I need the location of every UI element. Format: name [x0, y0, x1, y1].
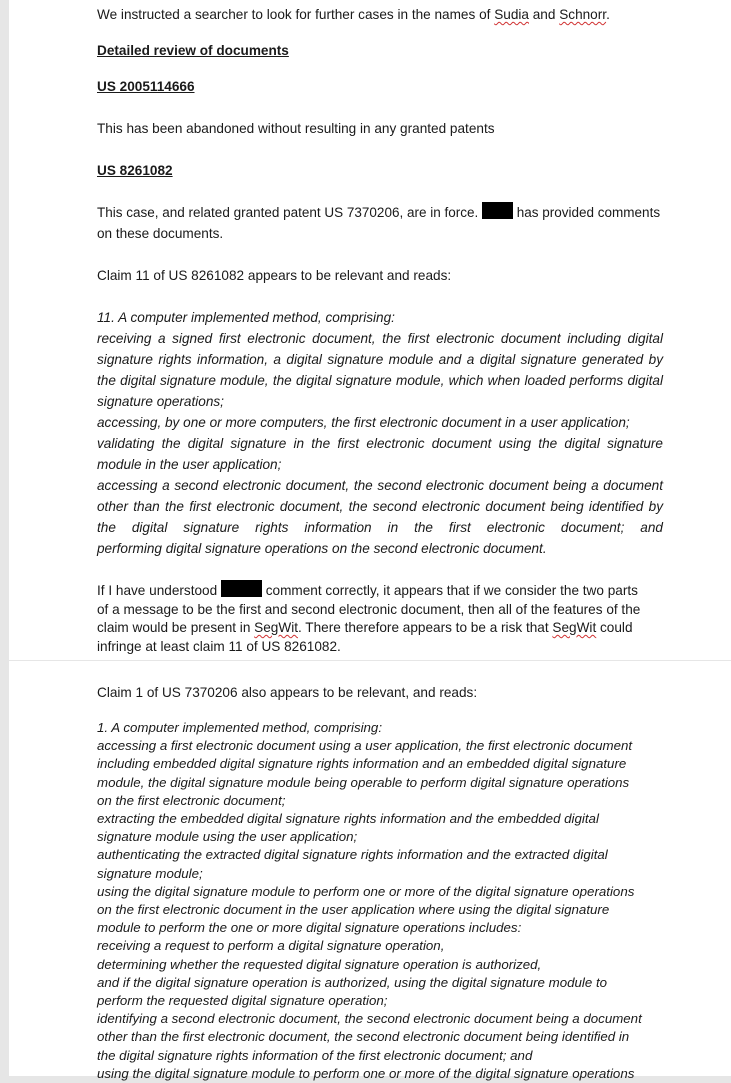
analysis-line-3: claim would be present in SegWit. There therefore appears to be a risk that SegWit could	[97, 620, 633, 635]
claim-line: including embedded digital signature rights information and an embedded digital signature	[97, 756, 627, 772]
claim-line: other than the first electronic document, the second electronic document being identified by	[97, 499, 663, 514]
analysis-line-2: of a message to be the first and second electronic document, then all of the features of the	[97, 601, 641, 617]
claim-line: performing digital signature operations on the second electronic document.	[97, 541, 547, 556]
claim-line: accessing a second electronic document, the second electronic document being a document	[97, 478, 663, 493]
review-heading: Detailed review of documents	[97, 43, 289, 58]
claim-line: perform the requested digital signature operation;	[97, 993, 388, 1009]
case-2-line-2: on these documents.	[97, 226, 224, 241]
claim-line: module in the user application;	[97, 457, 282, 472]
claim-line: on the first electronic document;	[97, 792, 286, 808]
claim-line: using the digital signature module to perform one or more of the digital signature operations	[97, 1065, 635, 1081]
claim-line: module to perform the one or more digital signature operations includes:	[97, 920, 522, 936]
term-segwit: SegWit	[552, 620, 597, 635]
claim-line: the digital signature module, the digital signature module, which when loaded performs digital	[97, 373, 663, 388]
claim-line: determining whether the requested digital signature operation is authorized,	[97, 956, 542, 972]
claim-line: the digital signature rights information of the first electronic document; and	[97, 1047, 533, 1063]
claim-line: 1. A computer implemented method, comprising:	[97, 720, 383, 735]
claim-11-text	[97, 307, 663, 559]
claim-line: extracting the embedded digital signature rights information and the embedded digital	[97, 811, 599, 827]
analysis-paragraph	[97, 580, 663, 656]
redaction-box	[482, 202, 513, 219]
claim-1-intro: Claim 1 of US 7370206 also appears to be relevant, and reads:	[97, 685, 478, 700]
case-2-paragraph	[97, 202, 663, 244]
analysis-line-4: infringe at least claim 11 of US 8261082.	[97, 638, 341, 654]
name-schnorr: Schnorr	[559, 7, 607, 22]
case-1-status: This has been abandoned without resulting in any granted patents	[97, 121, 495, 136]
claim-1-text	[97, 719, 663, 1083]
claim-line: receiving a signed first electronic document, the first electronic document including digital	[97, 331, 663, 346]
claim-line: receiving a request to perform a digital signature operation,	[97, 938, 445, 954]
case-number-1: US 2005114666	[97, 79, 195, 94]
case-number-2: US 8261082	[97, 163, 173, 178]
claim-line: module, the digital signature module being operable to perform digital signature operations	[97, 774, 630, 790]
document-page-1	[9, 0, 731, 660]
claim-line: signature rights information, a digital signature module and a digital signature generated by	[97, 352, 663, 367]
term-segwit: SegWit	[254, 620, 298, 635]
claim-line: on the first electronic document in the user application where using the digital signature	[97, 902, 610, 918]
claim-line: other than the first electronic document, the second electronic document being identified in	[97, 1029, 630, 1045]
document-page-2	[9, 661, 731, 1081]
claim-11-intro: Claim 11 of US 8261082 appears to be relevant and reads:	[97, 268, 452, 283]
claim-line: identifying a second electronic document, the second electronic document being a document	[97, 1011, 642, 1027]
case-2-line-1: This case, and related granted patent US 7370206, are in force. has provided comments	[97, 202, 663, 223]
claim-line: using the digital signature module to perform one or more of the digital signature operations	[97, 883, 635, 899]
claim-line: the digital signature rights information in the first electronic document; and	[97, 520, 663, 535]
name-sudia: Sudia	[494, 7, 529, 22]
claim-line: signature module;	[97, 865, 203, 881]
claim-line: 11. A computer implemented method, comprising:	[97, 310, 395, 325]
claim-line: authenticating the extracted digital signature rights information and the extracted digital	[97, 847, 608, 863]
claim-line: and if the digital signature operation is authorized, using the digital signature module to	[97, 974, 608, 990]
claim-line: accessing, by one or more computers, the first electronic document in a user application;	[97, 415, 630, 430]
claim-line: accessing a first electronic document using a user application, the first electronic document	[97, 738, 633, 754]
claim-line: signature operations;	[97, 394, 224, 409]
intro-paragraph: We instructed a searcher to look for further cases in the names of Sudia and Schnorr.	[97, 7, 610, 22]
redaction-box	[221, 580, 262, 597]
claim-line: validating the digital signature in the first electronic document using the digital signature	[97, 436, 663, 451]
analysis-line-1: If I have understood comment correctly, it appears that if we consider the two parts	[97, 580, 663, 601]
claim-line: signature module using the user application;	[97, 829, 358, 845]
